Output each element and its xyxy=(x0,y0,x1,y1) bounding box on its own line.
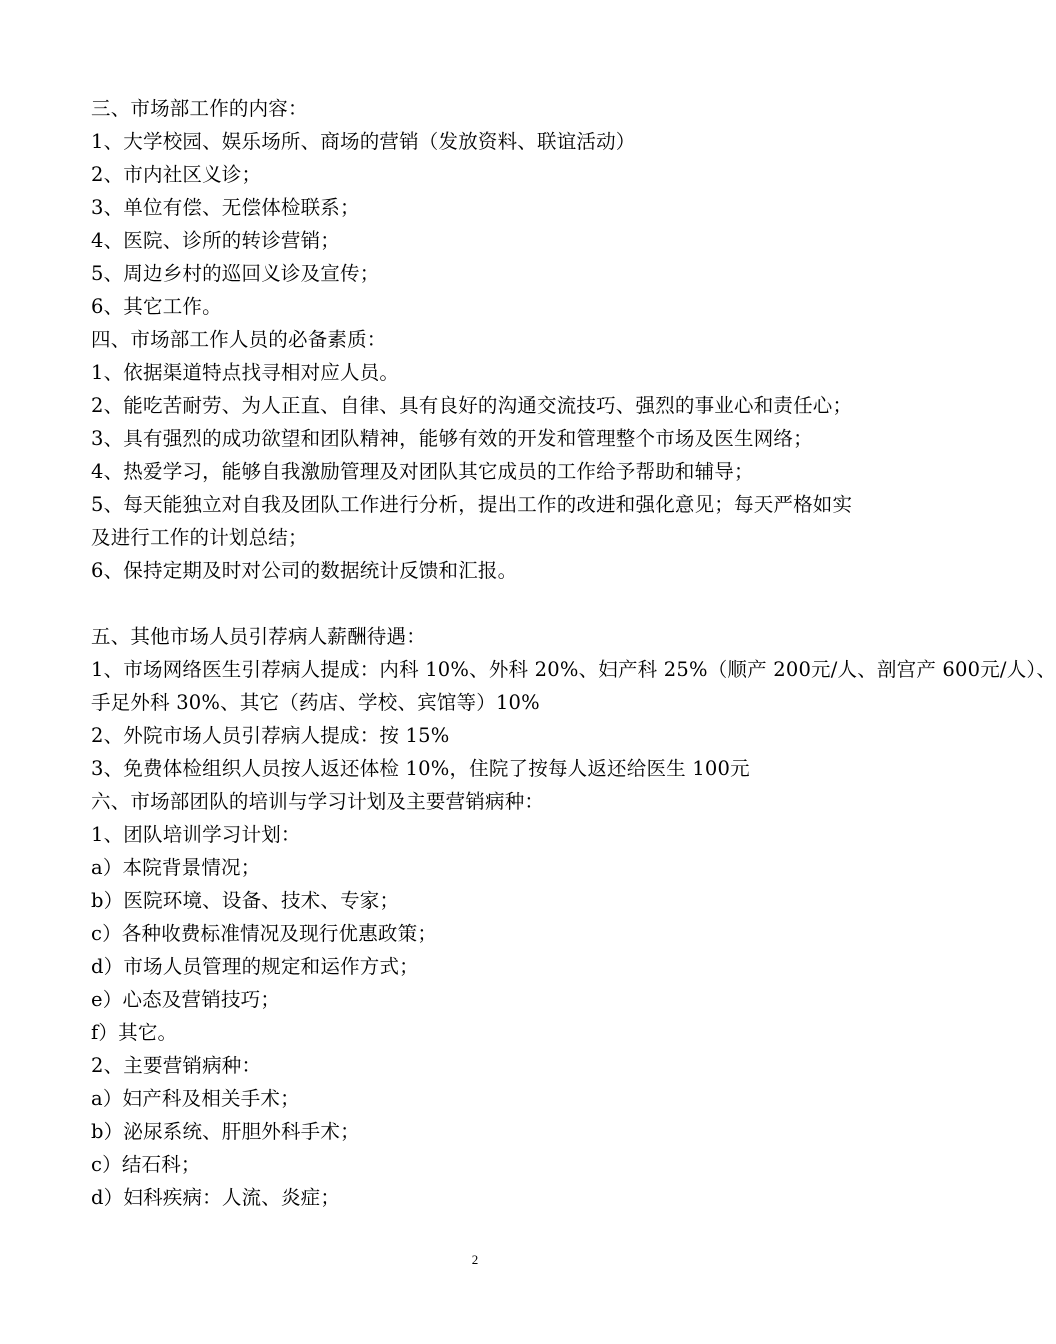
text-line: 四、市场部工作人员的必备素质： xyxy=(91,328,387,351)
text-line: 三、市场部工作的内容： xyxy=(91,97,308,120)
text-line: 3、具有强烈的成功欲望和团队精神，能够有效的开发和管理整个市场及医生网络； xyxy=(91,427,813,450)
text-line: c）各种收费标准情况及现行优惠政策； xyxy=(91,922,438,945)
text-line: 手足外科 30%、其它（药店、学校、宾馆等）10% xyxy=(91,691,540,714)
text-line: f）其它。 xyxy=(91,1021,178,1044)
text-line: 2、能吃苦耐劳、为人正直、自律、具有良好的沟通交流技巧、强烈的事业心和责任心； xyxy=(91,394,853,417)
text-line: 4、医院、诊所的转诊营销； xyxy=(91,229,341,252)
page-number: 2 xyxy=(471,1252,479,1267)
text-line: 2、市内社区义诊； xyxy=(91,163,262,186)
text-line: 3、免费体检组织人员按人返还体检 10%，住院了按每人返还给医生 100元 xyxy=(91,757,750,780)
text-line: 5、每天能独立对自我及团队工作进行分析，提出工作的改进和强化意见；每天严格如实 xyxy=(91,493,853,516)
text-line: 3、单位有偿、无偿体检联系； xyxy=(91,196,360,219)
text-line: 5、周边乡村的巡回义诊及宣传； xyxy=(91,262,380,285)
text-line: 2、外院市场人员引荐病人提成：按 15% xyxy=(91,724,450,747)
text-line: d）妇科疾病：人流、炎症； xyxy=(91,1186,341,1209)
text-line: 1、大学校园、娱乐场所、商场的营销（发放资料、联谊活动） xyxy=(91,130,636,153)
text-line: c）结石科； xyxy=(91,1153,201,1176)
text-line: 1、团队培训学习计划： xyxy=(91,823,301,846)
text-line: 及进行工作的计划总结； xyxy=(91,526,308,549)
text-line: 五、其他市场人员引荐病人薪酬待遇： xyxy=(91,625,426,648)
document-body xyxy=(91,92,1056,1214)
text-line: 1、市场网络医生引荐病人提成：内科 10%、外科 20%、妇产科 25%（顺产 200元/人、剖宫产 600元/人）、 xyxy=(91,658,1056,681)
text-line xyxy=(91,587,950,620)
text-line: d）市场人员管理的规定和运作方式； xyxy=(91,955,419,978)
text-line: 6、其它工作。 xyxy=(91,295,222,318)
text-line: 六、市场部团队的培训与学习计划及主要营销病种： xyxy=(91,790,545,813)
text-line: 1、依据渠道特点找寻相对应人员。 xyxy=(91,361,400,384)
text-line: 6、保持定期及时对公司的数据统计反馈和汇报。 xyxy=(91,559,518,582)
text-line: b）医院环境、设备、技术、专家； xyxy=(91,889,400,912)
text-line: a）妇产科及相关手术； xyxy=(91,1087,300,1110)
text-line: 2、主要营销病种： xyxy=(91,1054,262,1077)
text-line: a）本院背景情况； xyxy=(91,856,261,879)
text-line: 4、热爱学习，能够自我激励管理及对团队其它成员的工作给予帮助和辅导； xyxy=(91,460,754,483)
text-line: e）心态及营销技巧； xyxy=(91,988,281,1011)
text-line: b）泌尿系统、肝胆外科手术； xyxy=(91,1120,360,1143)
